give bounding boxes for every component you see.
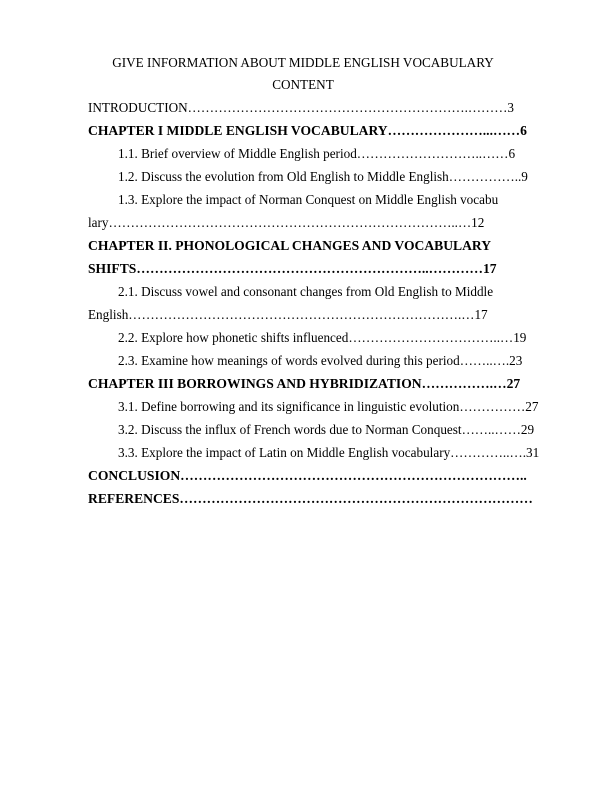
toc-entry-chapter-3: CHAPTER III BORROWINGS AND HYBRIDIZATION…………….…27: [88, 376, 521, 391]
toc-entry-2-1-continued: English………………………………………………………………….…17: [88, 307, 488, 322]
toc-entry-3-3: 3.3. Explore the impact of Latin on Middle English vocabulary…………..….31: [118, 445, 540, 460]
toc-entry-conclusion: CONCLUSION…………………………………………………………………..: [88, 468, 527, 483]
toc-entry-1-3: 1.3. Explore the impact of Norman Conquest on Middle English vocabu: [118, 192, 499, 207]
toc-entry-chapter-2-continued: SHIFTS………………………………………………………..…………17: [88, 261, 497, 276]
toc-entry-3-1: 3.1. Define borrowing and its significance in linguistic evolution……………27: [118, 399, 539, 414]
toc-entry-references: REFERENCES……………………………………………………………………: [88, 491, 533, 506]
toc-entry-chapter-2: CHAPTER II. PHONOLOGICAL CHANGES AND VOCABULARY: [88, 238, 492, 253]
document-title: GIVE INFORMATION ABOUT MIDDLE ENGLISH VOCABULARY: [112, 55, 494, 70]
toc-entry-1-3-continued: lary……………………………………………………………………..…12: [88, 215, 485, 230]
toc-entry-2-3: 2.3. Examine how meanings of words evolved during this period……..….23: [118, 353, 523, 368]
toc-entry-1-2: 1.2. Discuss the evolution from Old English to Middle English……………..9: [118, 169, 528, 184]
toc-entry-introduction: INTRODUCTION……………………………………………………….………3: [88, 100, 515, 115]
toc-entry-1-1: 1.1. Brief overview of Middle English period………………………..……6: [118, 146, 516, 161]
toc-entry-3-2: 3.2. Discuss the influx of French words due to Norman Conquest……..……29: [118, 422, 535, 437]
content-heading: CONTENT: [272, 77, 334, 92]
toc-entry-chapter-1: CHAPTER I MIDDLE ENGLISH VOCABULARY…………………...……6: [88, 123, 527, 138]
toc-entry-2-2: 2.2. Explore how phonetic shifts influenced……………………………..…19: [118, 330, 527, 345]
toc-entry-2-1: 2.1. Discuss vowel and consonant changes from Old English to Middle: [118, 284, 494, 299]
